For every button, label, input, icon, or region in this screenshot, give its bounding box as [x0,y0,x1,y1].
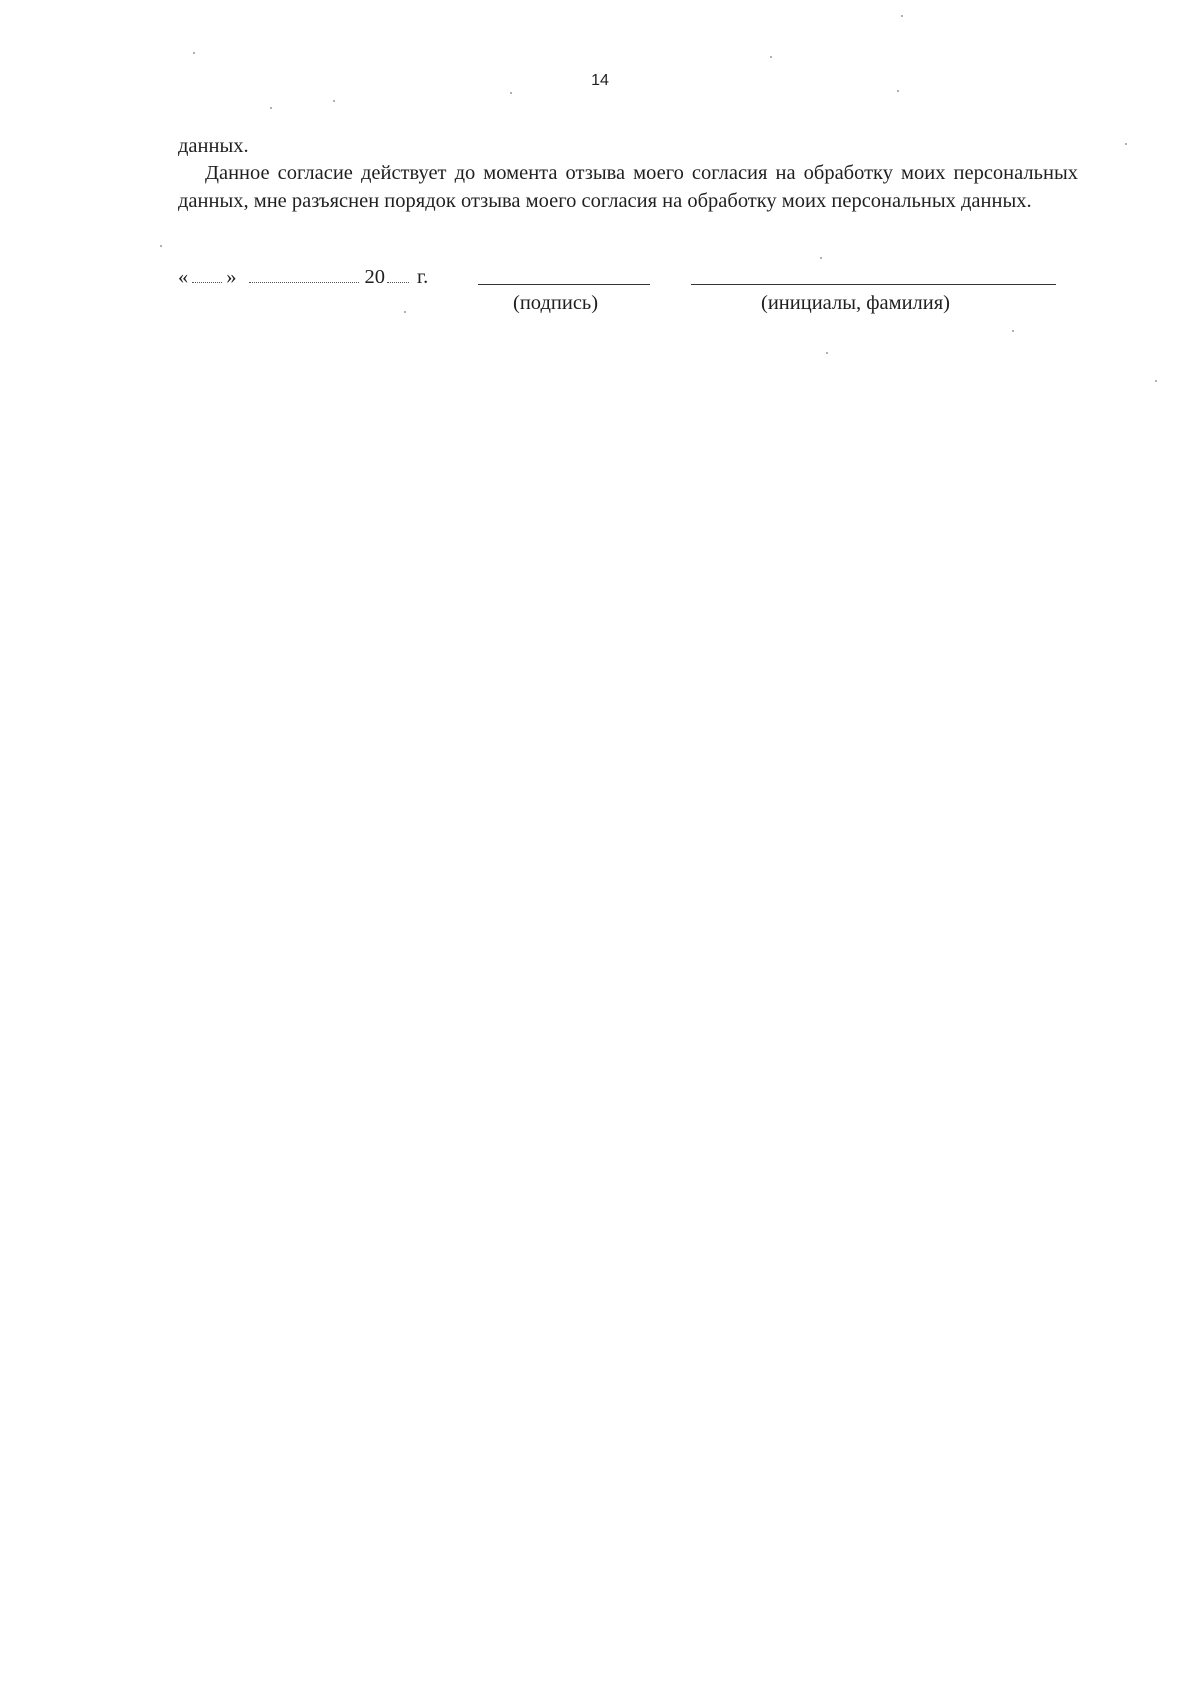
name-caption: (инициалы, фамилия) [761,292,950,314]
page-number: 14 [591,72,609,89]
year-prefix: 20 [364,266,385,288]
carry-over-line: данных. [178,135,249,157]
year-suffix: г. [417,266,429,288]
scan-speck [333,100,335,102]
scan-speck [1012,330,1014,332]
consent-paragraph: Данное согласие действует до момента отзыва моего согласия на обработку моих персональных данных, мне разъяснен порядок отзыва моего согласия на обработку моих персональных данных. [178,162,1078,212]
name-line [691,284,1056,285]
scan-speck [897,90,899,92]
scan-speck [160,245,162,247]
scan-speck [770,56,772,58]
scan-speck [1155,380,1157,382]
day-blank [192,264,222,283]
scan-speck [826,352,828,354]
year-blank [387,264,409,283]
quote-open: « [178,266,189,288]
scan-speck [901,15,903,17]
scan-speck [510,92,512,94]
signature-caption: (подпись) [513,292,599,314]
scan-speck [270,107,272,109]
signature-line [478,284,650,285]
date-field [178,264,428,289]
scan-speck [404,311,406,313]
scan-speck [820,257,822,259]
quote-close: » [226,266,237,288]
month-blank [249,264,359,283]
scan-speck [193,52,195,54]
signature-row [178,264,1078,324]
scan-speck [1125,143,1127,145]
